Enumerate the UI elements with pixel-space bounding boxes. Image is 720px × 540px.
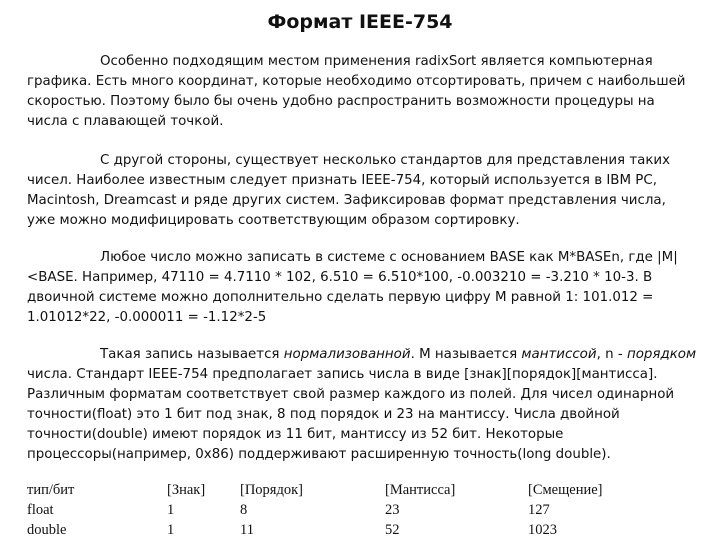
paragraph-text: Такая запись называется — [100, 347, 284, 362]
paragraph-ieee-standards: С другой стороны, существует несколько стандартов для представления таких чисел. Наиболее известным следует признать IEEE-754, который используется в IBM PC, Macintosh, Dreamcast и ряде других систем. Зафиксировав формат представления числа, уже можно модифицировать соответствующим образом сортировку. — [27, 153, 671, 228]
table-cell: double — [27, 522, 67, 538]
term-mantissa: мантиссой — [521, 347, 597, 362]
table-cell: 1023 — [528, 522, 557, 538]
paragraph-text: . M называется — [410, 347, 522, 362]
page-title: Формат IEEE-754 — [267, 11, 453, 33]
table-cell: 11 — [240, 522, 254, 538]
table-header-row — [27, 480, 697, 500]
table-cell: 127 — [528, 502, 550, 518]
table-header-cell: [Мантисса] — [385, 482, 456, 498]
table-header-cell: [Порядок] — [240, 482, 303, 498]
table-cell: 52 — [385, 522, 400, 538]
table-row — [27, 500, 697, 520]
paragraph-radix-graphics: Особенно подходящим местом применения radixSort является компьютерная графика. Есть много координат, которые необходимо отсортировать, причем с наибольшей скоростью. Поэтому было бы очень удобно распространить возможности процедуры на числа с плавающей точкой. — [27, 54, 686, 129]
table-cell: 8 — [240, 502, 248, 518]
paragraph-text: числа. Стандарт IEEE-754 предполагает запись числа в виде [знак][порядок][мантисса]. Различным форматам соответствует свой размер каждого из полей. Для чисел одинарной точности(float) это 1 бит под знак, 8 под порядок и 23 на мантиссу. Числа двойной точности(double) имеют порядок из 11 бит, мантиссу из 52 бит. Некоторые процессоры(например, 0x86) поддерживают расширенную точность(long double). — [27, 367, 675, 462]
table-header-cell: [Знак] — [167, 482, 206, 498]
table-header-cell: тип/бит — [27, 482, 75, 498]
table-cell: 23 — [385, 502, 400, 518]
paragraph-text: , n - — [596, 347, 627, 362]
format-table — [27, 480, 697, 540]
table-cell: 1 — [167, 522, 175, 538]
paragraph-normalized-form — [27, 345, 697, 465]
paragraph-number-notation: Любое число можно записать в системе с основанием BASE как M*BASEn, где |M|<BASE. Например, 47110 = 4.7110 * 102, 6.510 = 6.510*100, -0.003210 = -3.210 * 10-3. В двоичной системе можно дополнительно сделать первую цифру M равной 1: 101.012 = 1.01012*22, -0.000011 = -1.12*2-5 — [27, 250, 678, 325]
table-cell: 1 — [167, 502, 175, 518]
table-row — [27, 520, 697, 540]
table-cell: float — [27, 502, 54, 518]
table-header-cell: [Смещение] — [528, 482, 603, 498]
term-normalized: нормализованной — [283, 347, 411, 362]
term-exponent: порядком — [626, 347, 697, 362]
